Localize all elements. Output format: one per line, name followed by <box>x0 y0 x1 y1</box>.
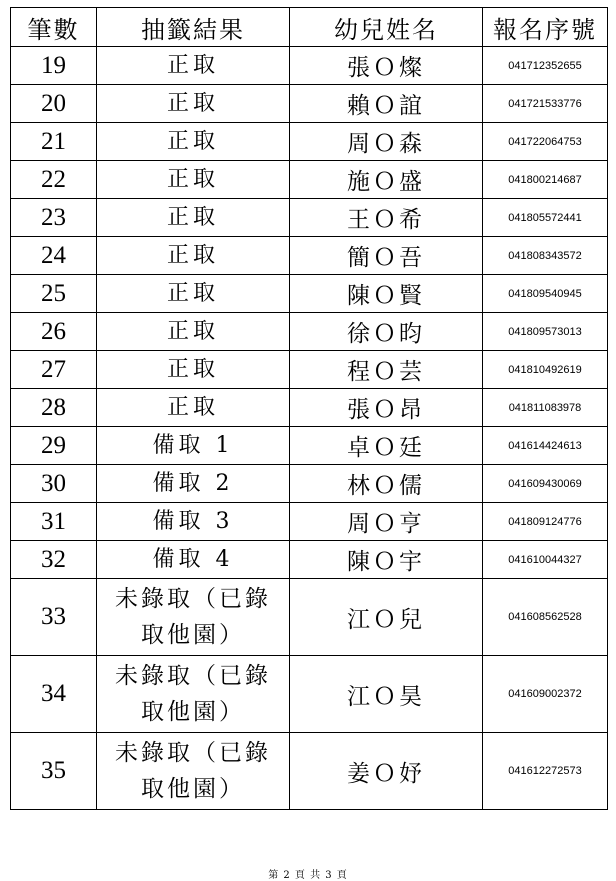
row-registration-no-cell: 041800214687 <box>483 161 608 199</box>
row-result-cell <box>97 47 290 85</box>
table-row <box>11 47 608 85</box>
table-row <box>11 313 608 351</box>
row-result-cell <box>97 351 290 389</box>
row-child-name-cell: 周Ｏ亨 <box>290 503 483 541</box>
row-result-cell <box>97 237 290 275</box>
row-child-name-cell: 陳Ｏ賢 <box>290 275 483 313</box>
row-registration-no-cell: 041712352655 <box>483 47 608 85</box>
row-child-name-cell: 陳Ｏ宇 <box>290 541 483 579</box>
row-count-cell: 30 <box>11 465 97 503</box>
row-registration-no-cell: 041609430069 <box>483 465 608 503</box>
row-child-name-cell: 周Ｏ森 <box>290 123 483 161</box>
row-registration-no-cell: 041608562528 <box>483 579 608 656</box>
row-registration-no-cell: 041609002372 <box>483 656 608 733</box>
row-result-cell <box>97 85 290 123</box>
row-child-name-cell: 江Ｏ昊 <box>290 656 483 733</box>
row-result-cell <box>97 313 290 351</box>
table-row <box>11 351 608 389</box>
row-registration-no-cell: 041809540945 <box>483 275 608 313</box>
row-result-cell <box>97 199 290 237</box>
row-result-cell <box>97 656 290 733</box>
result-text: 正取 <box>166 204 219 230</box>
row-result-cell <box>97 389 290 427</box>
row-child-name-cell: 徐Ｏ昀 <box>290 313 483 351</box>
result-text: 未錄取（已錄 <box>115 586 271 612</box>
row-count-cell: 33 <box>11 579 97 656</box>
table-row <box>11 275 608 313</box>
table-row <box>11 123 608 161</box>
row-result-cell <box>97 161 290 199</box>
table-row <box>11 503 608 541</box>
row-count-cell: 23 <box>11 199 97 237</box>
row-registration-no-cell: 041811083978 <box>483 389 608 427</box>
result-text: 正取 <box>166 90 219 116</box>
row-child-name-cell: 張Ｏ昂 <box>290 389 483 427</box>
row-registration-no-cell: 041612272573 <box>483 733 608 810</box>
table-row <box>11 465 608 503</box>
row-child-name-cell: 卓Ｏ廷 <box>290 427 483 465</box>
header-registration-no: 報名序號 <box>483 8 608 47</box>
row-child-name-cell: 施Ｏ盛 <box>290 161 483 199</box>
table-row <box>11 579 608 656</box>
row-child-name-cell: 賴Ｏ誼 <box>290 85 483 123</box>
row-count-cell: 25 <box>11 275 97 313</box>
row-registration-no-cell: 041808343572 <box>483 237 608 275</box>
row-count-cell: 22 <box>11 161 97 199</box>
result-text: 備取 4 <box>152 546 234 572</box>
row-registration-no-cell: 041614424613 <box>483 427 608 465</box>
lottery-results-table <box>10 7 608 810</box>
row-count-cell: 34 <box>11 656 97 733</box>
result-text: 正取 <box>166 242 219 268</box>
row-result-cell <box>97 733 290 810</box>
row-result-cell <box>97 541 290 579</box>
row-child-name-cell: 程Ｏ芸 <box>290 351 483 389</box>
row-registration-no-cell: 041809124776 <box>483 503 608 541</box>
row-registration-no-cell: 041610044327 <box>483 541 608 579</box>
row-result-cell <box>97 427 290 465</box>
row-count-cell: 19 <box>11 47 97 85</box>
result-text: 正取 <box>166 280 219 306</box>
table-row <box>11 85 608 123</box>
row-count-cell: 24 <box>11 237 97 275</box>
result-text: 正取 <box>166 128 219 154</box>
row-count-cell: 28 <box>11 389 97 427</box>
row-count-cell: 29 <box>11 427 97 465</box>
result-text: 未錄取（已錄 <box>115 740 271 766</box>
row-registration-no-cell: 041721533776 <box>483 85 608 123</box>
header-result: 抽籤結果 <box>97 8 290 47</box>
table-row <box>11 199 608 237</box>
table-row <box>11 656 608 733</box>
result-text: 正取 <box>166 52 219 78</box>
header-child-name: 幼兒姓名 <box>290 8 483 47</box>
result-text: 正取 <box>166 166 219 192</box>
row-count-cell: 27 <box>11 351 97 389</box>
result-text: 備取 2 <box>152 470 234 496</box>
row-child-name-cell: 林Ｏ儒 <box>290 465 483 503</box>
row-count-cell: 32 <box>11 541 97 579</box>
row-result-cell <box>97 275 290 313</box>
row-registration-no-cell: 041809573013 <box>483 313 608 351</box>
result-text: 正取 <box>166 394 219 420</box>
row-child-name-cell: 簡Ｏ吾 <box>290 237 483 275</box>
page-footer: 第 2 頁 共 3 頁 <box>268 870 348 881</box>
row-count-cell: 20 <box>11 85 97 123</box>
result-text-line2: 取他園） <box>141 622 245 648</box>
result-text-line2: 取他園） <box>141 776 245 802</box>
result-text: 備取 1 <box>152 432 234 458</box>
row-child-name-cell: 王Ｏ希 <box>290 199 483 237</box>
row-count-cell: 31 <box>11 503 97 541</box>
row-child-name-cell: 張Ｏ燦 <box>290 47 483 85</box>
row-count-cell: 35 <box>11 733 97 810</box>
table-row <box>11 161 608 199</box>
table-header-row <box>11 8 608 47</box>
row-registration-no-cell: 041722064753 <box>483 123 608 161</box>
row-count-cell: 21 <box>11 123 97 161</box>
row-registration-no-cell: 041810492619 <box>483 351 608 389</box>
table-row <box>11 237 608 275</box>
table-row <box>11 541 608 579</box>
result-text: 未錄取（已錄 <box>115 663 271 689</box>
header-count: 筆數 <box>11 8 97 47</box>
row-result-cell <box>97 579 290 656</box>
result-text: 正取 <box>166 356 219 382</box>
row-result-cell <box>97 465 290 503</box>
row-result-cell <box>97 123 290 161</box>
row-count-cell: 26 <box>11 313 97 351</box>
table-row <box>11 733 608 810</box>
result-text: 正取 <box>166 318 219 344</box>
result-text-line2: 取他園） <box>141 699 245 725</box>
row-result-cell <box>97 503 290 541</box>
table-row <box>11 389 608 427</box>
result-text: 備取 3 <box>152 508 234 534</box>
table-row <box>11 427 608 465</box>
row-child-name-cell: 江Ｏ兒 <box>290 579 483 656</box>
row-registration-no-cell: 041805572441 <box>483 199 608 237</box>
row-child-name-cell: 姜Ｏ妤 <box>290 733 483 810</box>
